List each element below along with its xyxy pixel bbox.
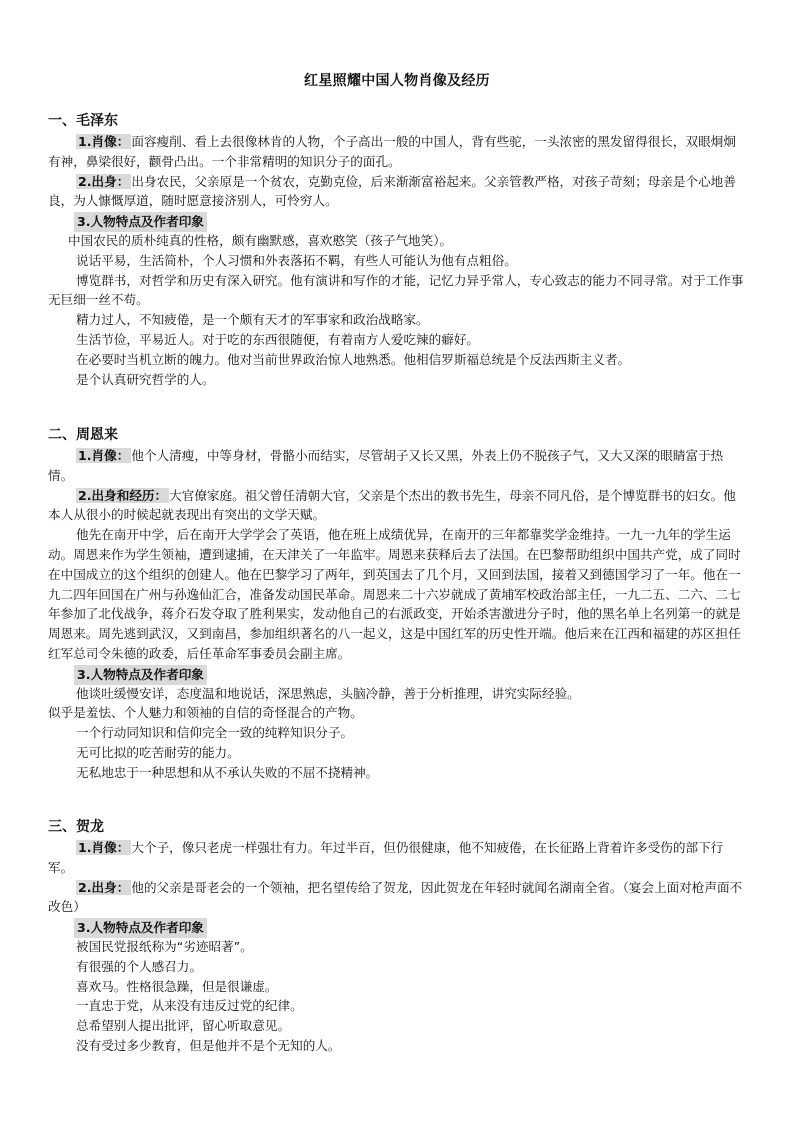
section-heading: 二、周恩来 [48, 427, 118, 443]
trait-line: 精力过人，不知疲倦，是一个颇有天才的军事家和政治战略家。 [76, 312, 429, 328]
portrait-paragraph [48, 446, 748, 486]
origin-label: 2.出身： [78, 173, 130, 189]
trait-line: 喜欢马。性格很急躁，但是很谦虚。 [76, 978, 278, 994]
trait-line: 似乎是羞怯、个人魅力和领袖的自信的奇怪混合的产物。 [48, 705, 363, 721]
trait-line: 没有受过多少教育，但是他并不是个无知的人。 [76, 1037, 341, 1053]
portrait-label: 1.肖像： [78, 840, 130, 855]
history-paragraph: 他先在南开中学，后在南开大学学会了英语，他在班上成绩优异，在南开的三年都靠奖学金维持。一九一九年的学生运动。周恩来作为学生领袖，遭到逮捕，在天津关了一年监牢。周恩来获释后去了法国。在巴黎帮助组织中国共产党，成了同时在中国成立的这个组织的创建人。他在巴黎学习了两年，到英国去了几个月，又回到法国，接着又到德国学习了一年。他在一九二四年回国在广州与孙逸仙汇合，准备发动国民革命。周恩来二十六岁就成了黄埔军校政治部主任，一九二五、二六、二七年参加了北伐战争，蒋介石发夺取了胜利果实，发动他自己的右派政变，开始杀害激进分子时，他的黑名单上名列第一的就是周恩来。周先逃到武汉，又到南昌，参加组织著名的八一起义，这是中国红军的历史性开端。他后来在江西和福建的苏区担任红军总司令朱德的政委，后任革命军事委员会副主席。 [48, 527, 741, 661]
traits-label: 3.人物特点及作者印象 [74, 665, 207, 685]
section-heading: 一、毛泽东 [48, 113, 118, 129]
origin-paragraph [48, 878, 748, 918]
origin-text: 大官僚家庭。祖父曾任清朝大官，父亲是个杰出的教书先生，母亲不同凡俗，是个博览群书的妇女。他本人从很小的时候起就表现出有突出的文学天赋。 [48, 487, 736, 523]
portrait-paragraph [48, 132, 748, 172]
traits-label: 3.人物特点及作者印象 [74, 212, 207, 232]
trait-line: 他谈吐缓慢安详，态度温和地说话，深思熟虑，头脑冷静，善于分析推理，讲究实际经验。 [76, 685, 580, 701]
trait-line: 总希望别人提出批评，留心听取意见。 [76, 1018, 291, 1034]
trait-line: 博览群书，对哲学和历史有深入研究。他有演讲和写作的才能，记忆力异乎常人，专心致志的能力不同寻常。对于工作事无巨细一丝不苟。 [48, 272, 744, 308]
section-zhou [48, 424, 748, 783]
trait-line: 是个认真研究哲学的人。 [76, 371, 215, 387]
origin-label: 2.出身和经历： [78, 487, 168, 503]
trait-line: 有很强的个人感召力。 [76, 958, 202, 974]
trait-line: 生活节俭，平易近人。对于吃的东西很随便，有着南方人爱吃辣的癖好。 [76, 331, 479, 347]
trait-line: 无私地忠于一种思想和从不承认失败的不屈不挠精神。 [76, 764, 379, 780]
origin-paragraph [48, 486, 748, 526]
trait-line: 在必要时当机立断的魄力。他对当前世界政治惊人地熟悉。他相信罗斯福总统是个反法西斯主义者。 [76, 351, 631, 367]
portrait-paragraph [48, 838, 748, 878]
section-helong [48, 816, 748, 1056]
portrait-label: 1.肖像： [78, 134, 130, 149]
trait-line: 说话平易，生活简朴，个人习惯和外表落拓不羁，有些人可能认为他有点粗俗。 [76, 252, 517, 268]
origin-paragraph [48, 172, 748, 212]
trait-line: 被国民党报纸称为“劣迹昭著”。 [76, 938, 253, 954]
trait-line: 无可比拟的吃苦耐劳的能力。 [76, 744, 240, 760]
origin-label: 2.出身： [78, 879, 130, 895]
portrait-label: 1.肖像： [78, 448, 130, 463]
portrait-text: 他个人清瘦，中等身材，骨骼小而结实，尽管胡子又长又黑，外表上仍不脱孩子气，又大又深的眼睛富于热情。 [48, 448, 724, 483]
document-title: 红星照耀中国人物肖像及经历 [304, 73, 490, 89]
portrait-text: 大个子，像只老虎一样强壮有力。年过半百，但仍很健康，他不知疲倦，在长征路上背着许多受伤的部下行军。 [48, 840, 724, 875]
origin-text: 出身农民，父亲原是一个贫农，克勤克俭，后来渐渐富裕起来。父亲管教严格，对孩子苛刻；母亲是个心地善良，为人慷慨厚道，随时愿意接济别人，可怜穷人。 [48, 173, 736, 209]
section-mao [48, 110, 748, 389]
trait-line: 一个行动同知识和信仰完全一致的纯粹知识分子。 [76, 725, 354, 741]
portrait-text: 面容瘦削、看上去很像林肯的人物，个子高出一般的中国人，背有些驼，一头浓密的黑发留得很长，双眼炯炯有神，鼻梁很好，颧骨凸出。一个非常精明的知识分子的面孔。 [48, 134, 736, 169]
trait-line: 中国农民的质朴纯真的性格，颇有幽默感，喜欢憨笑（孩子气地笑）。 [68, 232, 453, 248]
section-heading: 三、贺龙 [48, 819, 104, 835]
origin-text: 他的父亲是哥老会的一个领袖，把名望传给了贺龙，因此贺龙在年轻时就闻名湖南全省。（宴会上面对枪声面不改色） [48, 879, 743, 915]
trait-line: 一直忠于党，从来没有违反过党的纪律。 [76, 998, 303, 1014]
traits-label: 3.人物特点及作者印象 [74, 918, 207, 938]
